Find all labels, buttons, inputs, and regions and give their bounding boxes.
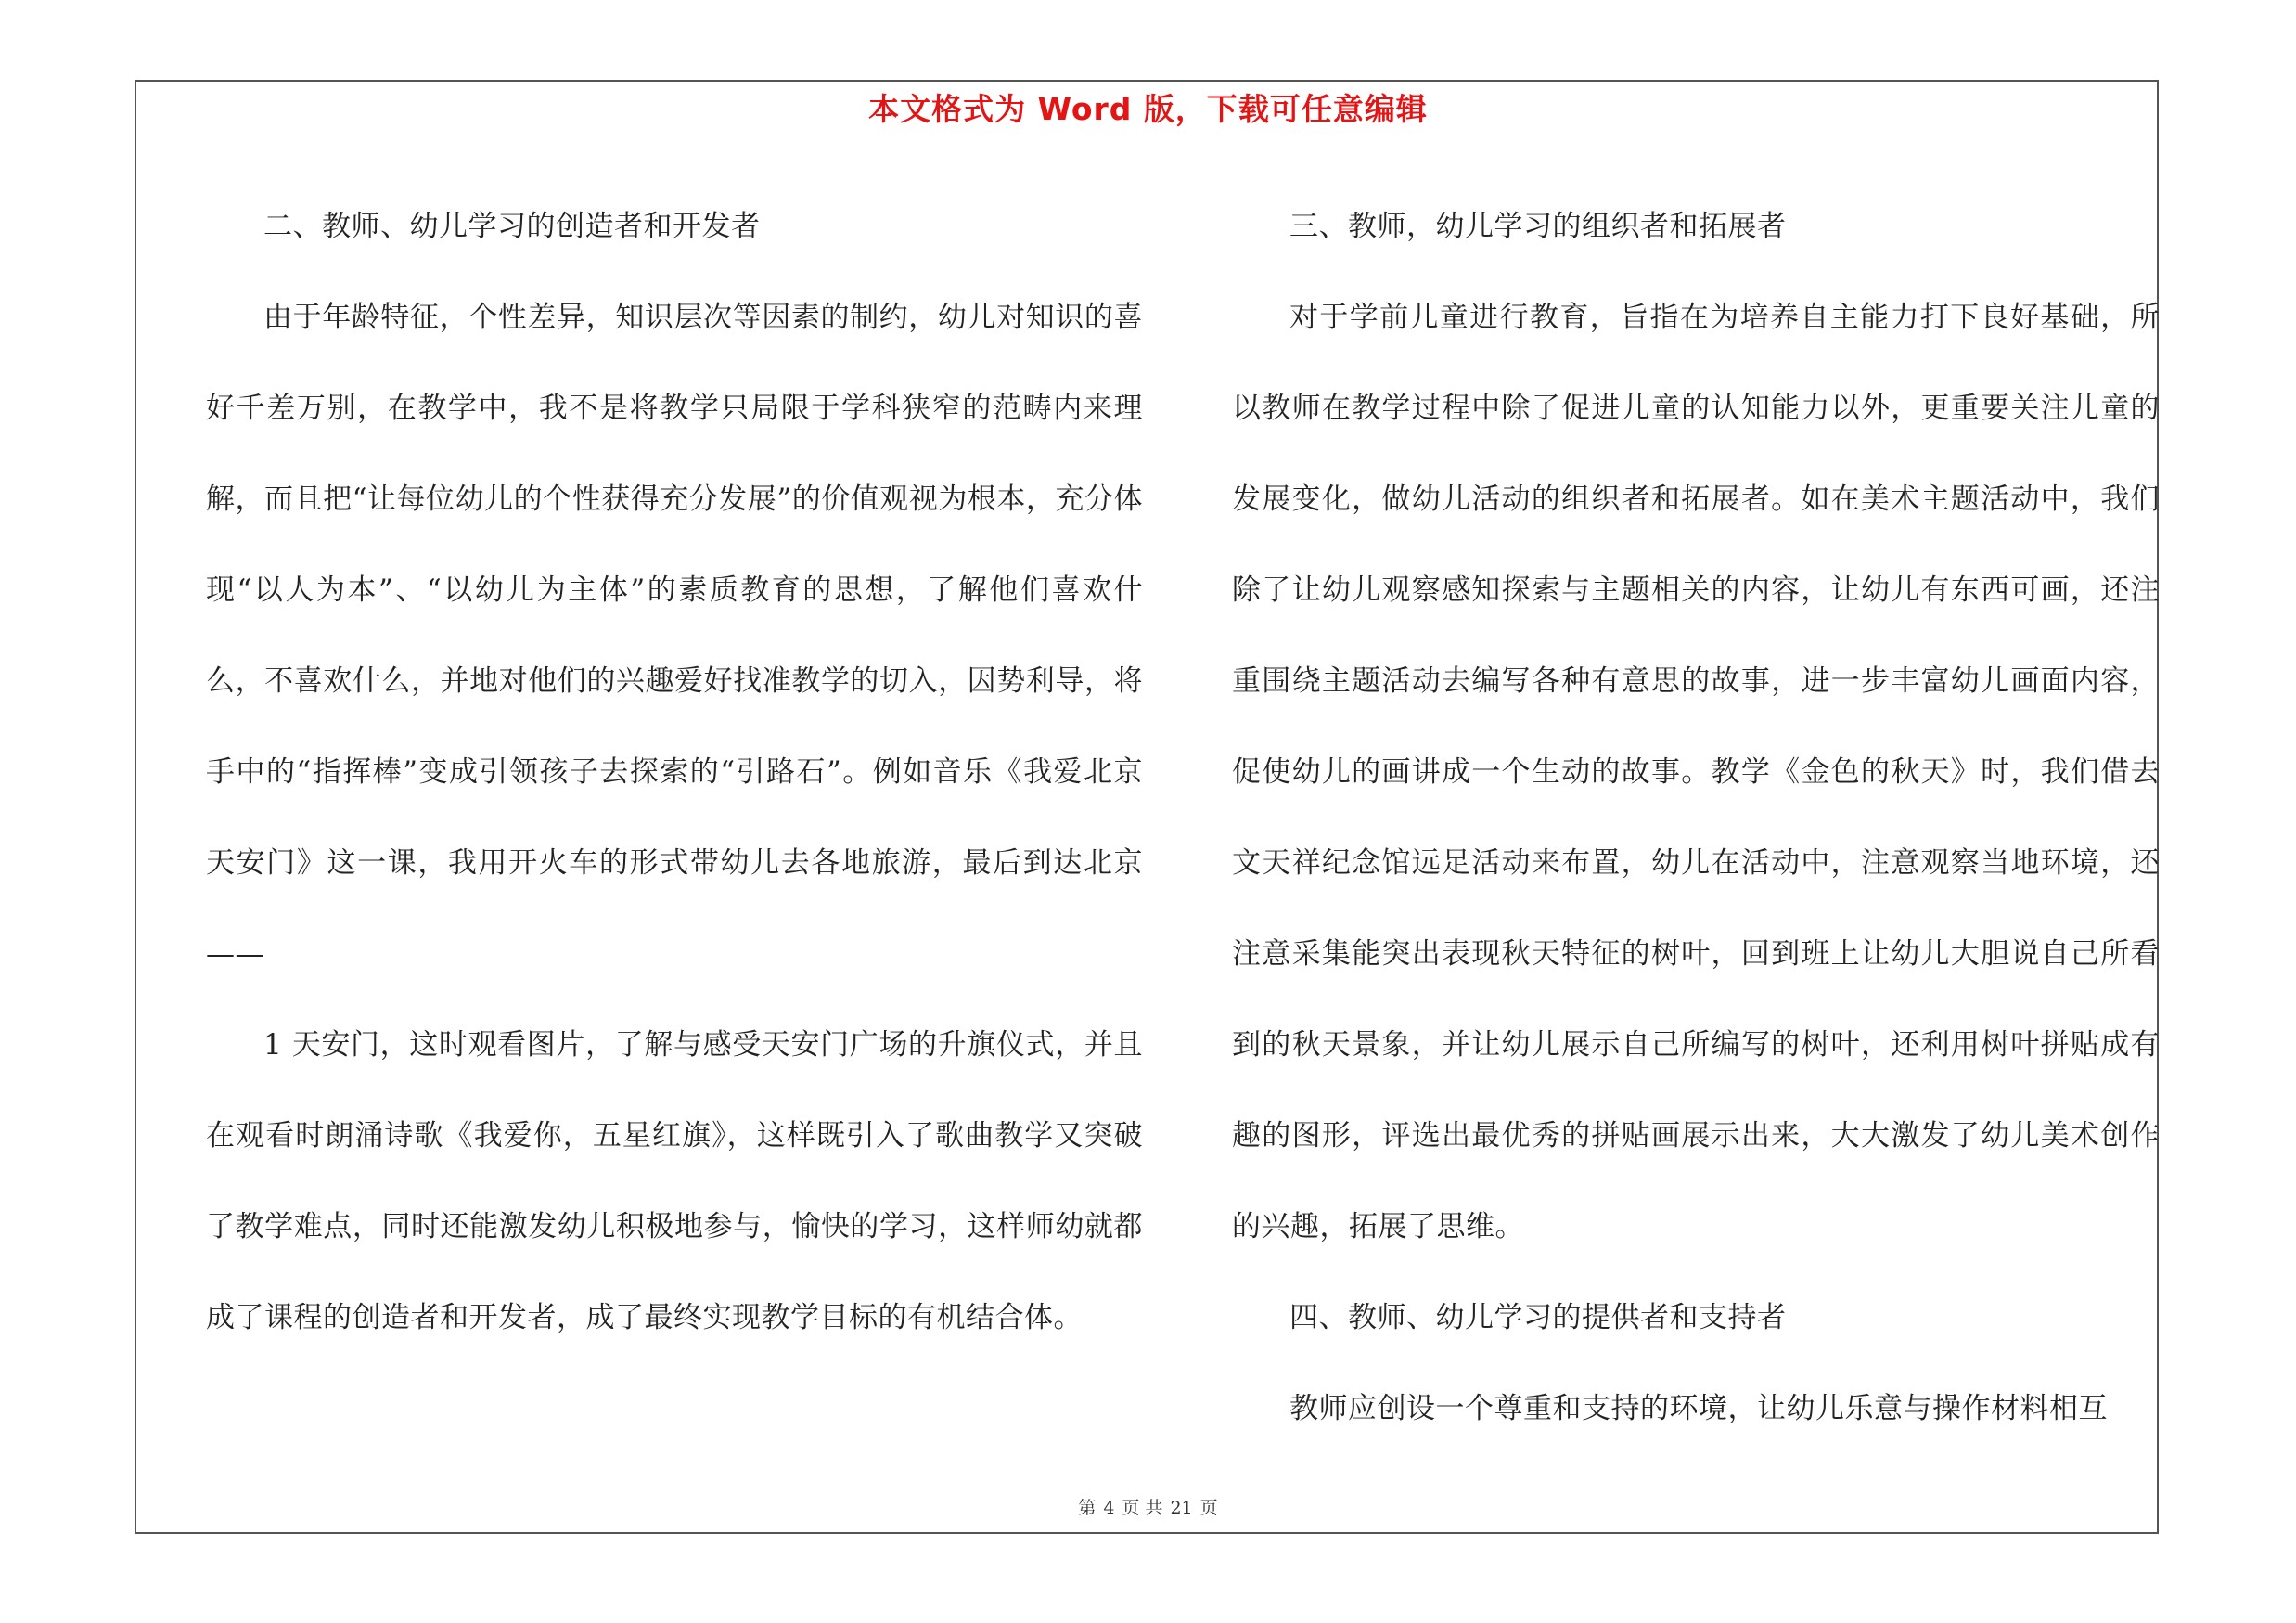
footer-total-pages: 21 (1170, 1498, 1193, 1518)
body-paragraph: 对于学前儿童进行教育，旨指在为培养自主能力打下良好基础，所以教师在教学过程中除了促进儿童的认知能力以外，更重要关注儿童的发展变化，做幼儿活动的组织者和拓展者。如在美术主题活动中，我们除了让幼儿观察感知探索与主题相关的内容，让幼儿有东西可画，还注重围绕主题活动去编写各种有意思的故事，进一步丰富幼儿画面内容，促使幼儿的画讲成一个生动的故事。教学《金色的秋天》时，我们借去文天祥纪念馆远足活动来布置，幼儿在活动中，注意观察当地环境，还注意采集能突出表现秋天特征的树叶，回到班上让幼儿大胆说自己所看到的秋天景象，并让幼儿展示自己所编写的树叶，还利用树叶拼贴成有趣的图形，评选出最优秀的拼贴画展示出来，大大激发了幼儿美术创作的兴趣，拓展了思维。 (1232, 301, 2160, 1243)
left-column (206, 181, 1143, 1363)
section-heading-2: 二、教师、幼儿学习的创造者和开发者 (263, 210, 761, 243)
body-paragraph: 由于年龄特征，个性差异，知识层次等因素的制约，幼儿对知识的喜好千差万别，在教学中，我不是将教学只局限于学科狭窄的范畴内来理解，而且把“让每位幼儿的个性获得充分发展”的价值观视为根本，充分体现“以人为本”、“以幼儿为主体”的素质教育的思想，了解他们喜欢什么，不喜欢什么，并地对他们的兴趣爱好找准教学的切入，因势利导，将手中的“指挥棒”变成引领孩子去探索的“引路石”。例如音乐《我爱北京天安门》这一课，我用开火车的形式带幼儿去各地旅游，最后到达北京—— (206, 301, 1143, 971)
word-format-banner: 本文格式为 Word 版，下载可任意编辑 (868, 91, 1428, 127)
footer-middle: 页 共 (1122, 1498, 1163, 1518)
body-paragraph: 教师应创设一个尊重和支持的环境，让幼儿乐意与操作材料相互 (1289, 1392, 2108, 1425)
section-heading-3: 三、教师，幼儿学习的组织者和拓展者 (1289, 210, 1787, 243)
body-paragraph: 1 天安门，这时观看图片，了解与感受天安门广场的升旗仪式，并且在观看时朗涌诗歌《我爱你，五星红旗》，这样既引入了歌曲教学又突破了教学难点，同时还能激发幼儿积极地参与，愉快的学习，这样师幼就都成了课程的创造者和开发者，成了最终实现教学目标的有机结合体。 (206, 1028, 1143, 1334)
section-heading-4: 四、教师、幼儿学习的提供者和支持者 (1289, 1301, 1787, 1334)
right-column (1232, 181, 2160, 1454)
footer-page-number: 4 (1103, 1498, 1115, 1518)
footer-suffix: 页 (1199, 1498, 1218, 1518)
page-footer (0, 1494, 2296, 1519)
footer-prefix: 第 (1078, 1498, 1097, 1518)
